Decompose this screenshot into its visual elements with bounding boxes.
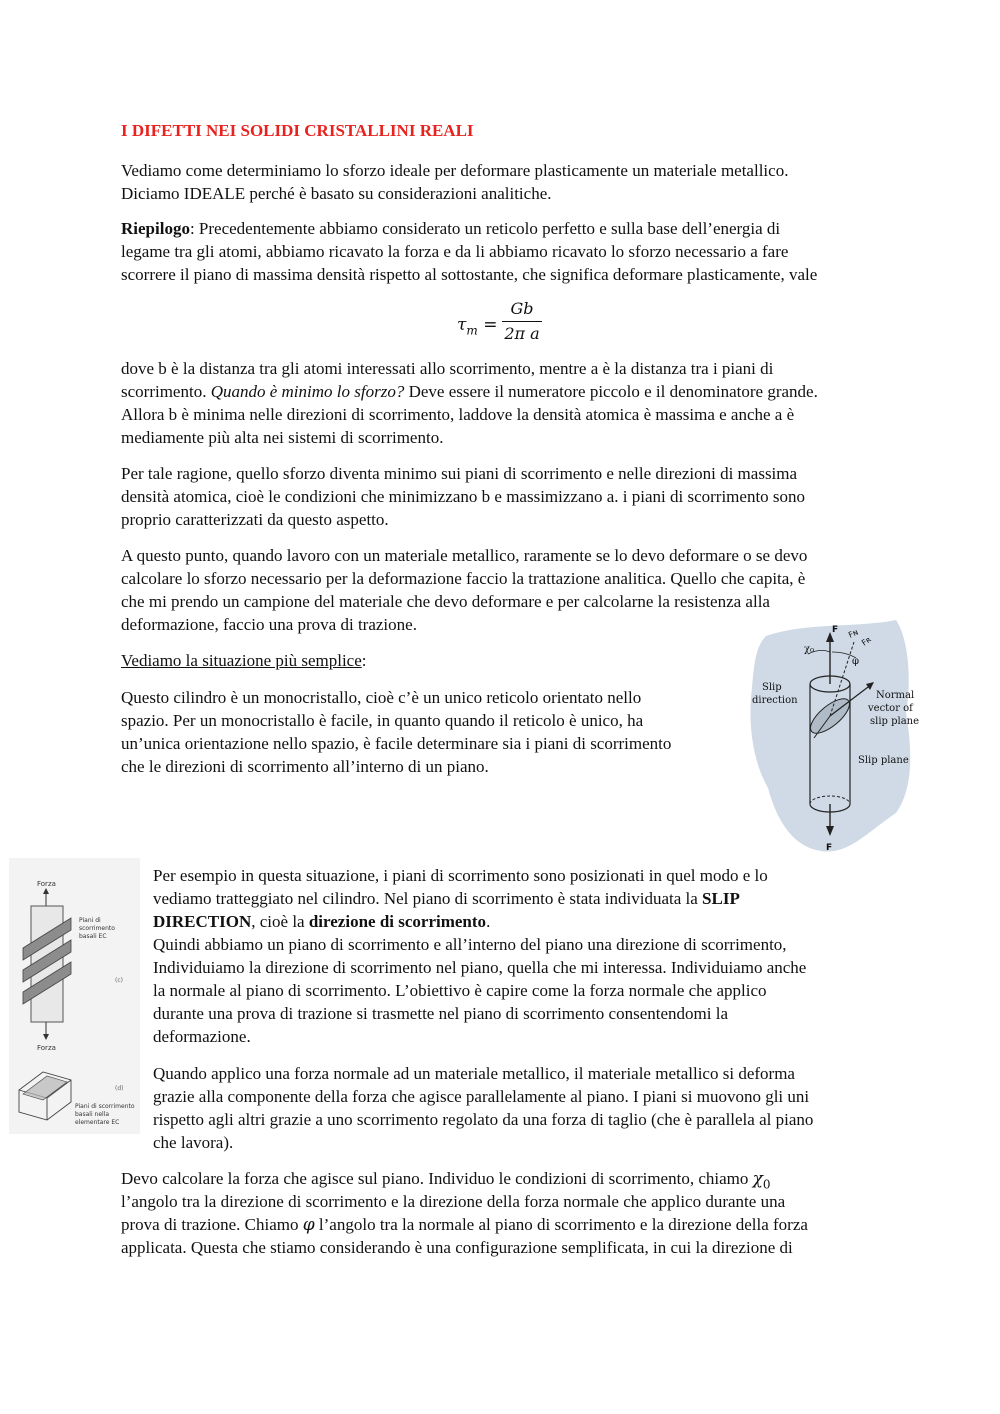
para-e-line-2: spazio. Per un monocristallo è facile, in quanto quando il reticolo è unico, ha bbox=[121, 711, 644, 730]
piani-label-1a: Piani di bbox=[79, 917, 101, 924]
para-f-line-2: vediamo tratteggiato nel cilindro. Nel piano di scorrimento è stata individuata la SLIP bbox=[153, 889, 740, 908]
resolved-force-label: Fʀ bbox=[859, 634, 873, 648]
intro-line-1: Vediamo come determiniamo lo sforzo ideale per deformare plasticamente un materiale metallico. bbox=[121, 161, 789, 180]
normal-force-label: Fɴ bbox=[847, 627, 860, 640]
label-d: (d) bbox=[115, 1085, 124, 1092]
slip-direction-label-2: direction bbox=[752, 695, 798, 706]
formula-denominator: 2π a bbox=[504, 324, 540, 343]
para-h-line-3: prova di trazione. Chiamo φ l’angolo tra la normale al piano di scorrimento e la direzione della forza bbox=[121, 1215, 808, 1235]
para-e-line-1: Questo cilindro è un monocristallo, cioè c’è un unico reticolo orientato nello bbox=[121, 688, 642, 707]
riepilogo-line-2: legame tra gli atomi, abbiamo ricavato la forza e da li abbiamo ricavato lo sforzo necessario a fare bbox=[121, 242, 789, 261]
formula-lhs: $\tau_m$ = bbox=[457, 315, 498, 338]
para-f-line-6: la normale al piano di scorrimento. L’obiettivo è capire come la forza normale che applico bbox=[153, 981, 767, 1000]
normal-label-3: slip plane bbox=[870, 716, 920, 727]
phi-angle-label: φ bbox=[852, 656, 860, 667]
formula-fraction bbox=[502, 299, 542, 344]
normal-label-2: vector of bbox=[868, 703, 913, 714]
forza-bottom-label: Forza bbox=[37, 1044, 56, 1052]
force-label-top: F bbox=[832, 625, 839, 635]
para-f-line-4: Quindi abbiamo un piano di scorrimento e all’interno del piano una direzione di scorrimento, bbox=[153, 935, 787, 954]
para-g-line-3: rispetto agli altri grazie a uno scorrimento regolato da una forza di taglio (che è parallela al piano bbox=[153, 1110, 814, 1129]
para-g-line-1: Quando applico una forza normale ad un materiale metallico, il materiale metallico si deforma bbox=[153, 1064, 795, 1083]
para-d-line-1: A questo punto, quando lavoro con un materiale metallico, raramente se lo devo deformare o se devo bbox=[121, 546, 808, 565]
para-h-line-4: applicata. Questa che stiamo considerando è una configurazione semplificata, in cui la direzione di bbox=[121, 1238, 793, 1257]
force-label-bottom: F bbox=[826, 843, 833, 853]
para-f-line-3: DIRECTION, cioè la direzione di scorrimento. bbox=[153, 912, 491, 931]
para-b-line-4: mediamente più alta nei sistemi di scorrimento. bbox=[121, 428, 444, 447]
piani-label-2b: basali nella bbox=[75, 1111, 110, 1118]
shear-stress-formula bbox=[457, 299, 557, 349]
chi-angle-label: χ₀ bbox=[804, 644, 815, 655]
piani-label-1c: basali EC bbox=[79, 933, 107, 940]
para-f-line-8: deformazione. bbox=[153, 1027, 251, 1046]
para-e-line-3: un’unica orientazione nello spazio, è facile determinare sia i piani di scorrimento bbox=[121, 734, 672, 753]
para-g-line-2: grazie alla componente della forza che agisce parallelamente al piano. I piani si muovono gli uni bbox=[153, 1087, 810, 1106]
riepilogo-line-3: scorrere il piano di massima densità rispetto al sottostante, che significa deformare plasticamente, vale bbox=[121, 265, 818, 284]
para-b-line-2: scorrimento. Quando è minimo lo sforzo? Deve essere il numeratore piccolo e il denominatore grande. bbox=[121, 382, 818, 401]
riepilogo-line-1: Riepilogo: Precedentemente abbiamo considerato un reticolo perfetto e sulla base dell’energia di bbox=[121, 219, 781, 238]
para-d-line-4: deformazione, faccio una prova di trazione. bbox=[121, 615, 417, 634]
para-c-line-3: proprio caratterizzati da questo aspetto. bbox=[121, 510, 389, 529]
para-e-line-4: che le direzioni di scorrimento all’interno di un piano. bbox=[121, 757, 489, 776]
para-f-line-1: Per esempio in questa situazione, i piani di scorrimento sono posizionati in quel modo e lo bbox=[153, 866, 768, 885]
para-b-line-1: dove b è la distanza tra gli atomi interessati allo scorrimento, mentre a è la distanza tra i piani di bbox=[121, 359, 774, 378]
piani-label-2c: elementare EC bbox=[75, 1119, 120, 1126]
page-title: I DIFETTI NEI SOLIDI CRISTALLINI REALI bbox=[121, 121, 474, 140]
forza-top-label: Forza bbox=[37, 880, 56, 888]
riepilogo-label: Riepilogo bbox=[121, 219, 190, 238]
para-f-line-7: durante una prova di trazione si trasmette nel piano di scorrimento consentendomi la bbox=[153, 1004, 728, 1023]
intro-line-2: Diciamo IDEALE perché è basato su considerazioni analitiche. bbox=[121, 184, 552, 203]
para-g-line-4: che lavora). bbox=[153, 1133, 234, 1152]
para-c-line-2: densità atomica, cioè le condizioni che minimizzano b e massimizzano a. i piani di scorrimento sono bbox=[121, 487, 806, 506]
piani-label-1b: scorrimento bbox=[79, 925, 115, 932]
para-b-line-3: Allora b è minima nelle direzioni di scorrimento, laddove la densità atomica è massima e anche a è bbox=[121, 405, 795, 424]
piani-label-2a: Piani di scorrimento bbox=[75, 1103, 135, 1110]
basal-slip-planes-figure bbox=[9, 858, 140, 1134]
para-d-line-3: che mi prendo un campione del materiale che devo deformare e per calcolarne la resistenza alla bbox=[121, 592, 770, 611]
label-c: (c) bbox=[115, 977, 123, 984]
slip-system-figure bbox=[746, 618, 920, 858]
para-h-line-1: Devo calcolare la forza che agisce sul piano. Individuo le condizioni di scorrimento, chiamo $\chi_0$ bbox=[121, 1169, 771, 1192]
para-c-line-1: Per tale ragione, quello sforzo diventa minimo sui piani di scorrimento e nelle direzioni di massima bbox=[121, 464, 798, 483]
subheading: Vediamo la situazione più semplice: bbox=[121, 651, 367, 670]
para-d-line-2: calcolare lo sforzo necessario per la deformazione faccio la trattazione analitica. Quello che capita, è bbox=[121, 569, 806, 588]
slip-direction-label-1: Slip bbox=[762, 682, 782, 693]
slip-plane-label: Slip plane bbox=[858, 755, 909, 766]
para-h-line-2: l’angolo tra la direzione di scorrimento e la direzione della forza normale che applico durante una bbox=[121, 1192, 786, 1211]
normal-label-1: Normal bbox=[876, 690, 915, 701]
para-f-line-5: Individuiamo la direzione di scorrimento nel piano, quella che mi interessa. Individuiamo anche bbox=[153, 958, 807, 977]
formula-numerator: Gb bbox=[510, 299, 534, 318]
